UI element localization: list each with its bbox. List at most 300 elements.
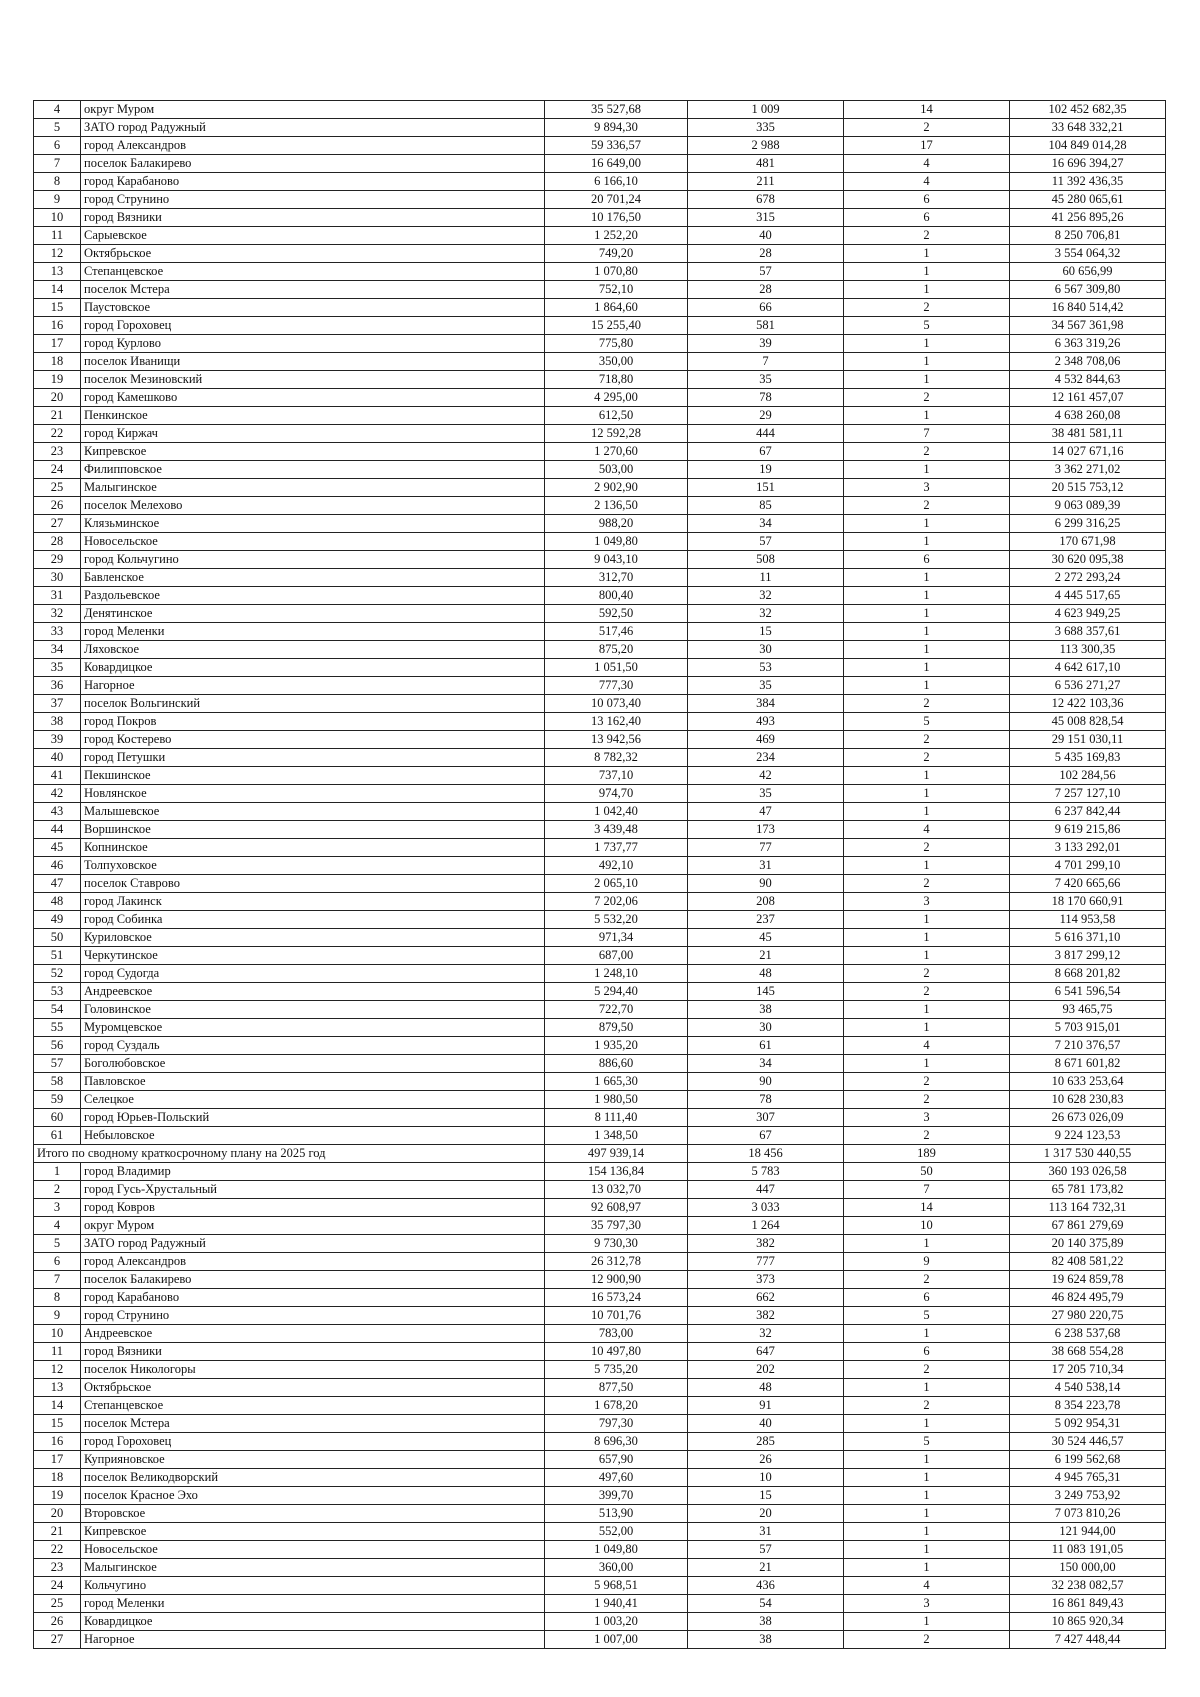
municipality-name-cell: город Гороховец — [81, 1433, 545, 1451]
total-cost-cell: 7 420 665,66 — [1010, 875, 1166, 893]
municipality-name-cell: город Вязники — [81, 1343, 545, 1361]
houses-count-cell: 2 — [844, 299, 1010, 317]
total-area-cell: 8 111,40 — [545, 1109, 688, 1127]
total-cost-cell: 3 554 064,32 — [1010, 245, 1166, 263]
total-cost-cell: 9 224 123,53 — [1010, 1127, 1166, 1145]
table-row — [34, 623, 1166, 641]
houses-count-cell: 1 — [844, 1469, 1010, 1487]
row-number-cell: 61 — [34, 1127, 81, 1145]
total-cost-cell: 6 363 319,26 — [1010, 335, 1166, 353]
table-row — [34, 1361, 1166, 1379]
municipality-name-cell: поселок Мелехово — [81, 497, 545, 515]
residents-count-cell: 28 — [688, 281, 844, 299]
total-cost-cell: 104 849 014,28 — [1010, 137, 1166, 155]
table-row — [34, 479, 1166, 497]
total-cost-cell: 30 620 095,38 — [1010, 551, 1166, 569]
table-row — [34, 929, 1166, 947]
houses-count-cell: 4 — [844, 173, 1010, 191]
table-row — [34, 1001, 1166, 1019]
municipality-name-cell: город Вязники — [81, 209, 545, 227]
row-number-cell: 9 — [34, 1307, 81, 1325]
total-row — [34, 1145, 1166, 1163]
total-area-cell: 312,70 — [545, 569, 688, 587]
municipality-name-cell: город Струнино — [81, 191, 545, 209]
row-number-cell: 11 — [34, 227, 81, 245]
total-cost-cell: 67 861 279,69 — [1010, 1217, 1166, 1235]
residents-count-cell: 32 — [688, 1325, 844, 1343]
total-area-cell: 612,50 — [545, 407, 688, 425]
municipality-name-cell: Денятинское — [81, 605, 545, 623]
table-row — [34, 1055, 1166, 1073]
total-area-cell: 775,80 — [545, 335, 688, 353]
total-area-cell: 1 737,77 — [545, 839, 688, 857]
total-area-cell: 5 294,40 — [545, 983, 688, 1001]
municipality-name-cell: поселок Иванищи — [81, 353, 545, 371]
row-number-cell: 19 — [34, 1487, 81, 1505]
municipality-name-cell: Сарыевское — [81, 227, 545, 245]
table-row — [34, 857, 1166, 875]
total-area-cell: 10 176,50 — [545, 209, 688, 227]
total-cost-cell: 5 092 954,31 — [1010, 1415, 1166, 1433]
total-cost-cell: 6 541 596,54 — [1010, 983, 1166, 1001]
residents-count-cell: 32 — [688, 587, 844, 605]
table-row — [34, 1037, 1166, 1055]
residents-count-cell: 45 — [688, 929, 844, 947]
total-cost-cell: 170 671,98 — [1010, 533, 1166, 551]
row-number-cell: 41 — [34, 767, 81, 785]
row-number-cell: 24 — [34, 1577, 81, 1595]
houses-count-cell: 17 — [844, 137, 1010, 155]
table-row — [34, 947, 1166, 965]
total-cost-cell: 5 616 371,10 — [1010, 929, 1166, 947]
total-cost-cell: 11 083 191,05 — [1010, 1541, 1166, 1559]
houses-count-cell: 50 — [844, 1163, 1010, 1181]
residents-count-cell: 39 — [688, 335, 844, 353]
total-cost-cell: 32 238 082,57 — [1010, 1577, 1166, 1595]
houses-count-cell: 2 — [844, 497, 1010, 515]
total-cost-cell: 113 164 732,31 — [1010, 1199, 1166, 1217]
houses-count-cell: 2 — [844, 1127, 1010, 1145]
houses-count-cell: 1 — [844, 857, 1010, 875]
municipality-name-cell: город Костерево — [81, 731, 545, 749]
residents-count-cell: 145 — [688, 983, 844, 1001]
total-residents-cell: 18 456 — [688, 1145, 844, 1163]
table-row — [34, 965, 1166, 983]
row-number-cell: 40 — [34, 749, 81, 767]
total-area-cell: 687,00 — [545, 947, 688, 965]
total-area-cell: 8 782,32 — [545, 749, 688, 767]
residents-count-cell: 382 — [688, 1235, 844, 1253]
residents-count-cell: 447 — [688, 1181, 844, 1199]
municipality-name-cell: Второвское — [81, 1505, 545, 1523]
row-number-cell: 36 — [34, 677, 81, 695]
houses-count-cell: 1 — [844, 407, 1010, 425]
row-number-cell: 58 — [34, 1073, 81, 1091]
houses-count-cell: 14 — [844, 1199, 1010, 1217]
table-row — [34, 101, 1166, 119]
houses-count-cell: 1 — [844, 461, 1010, 479]
total-area-cell: 2 902,90 — [545, 479, 688, 497]
table-row — [34, 1433, 1166, 1451]
table-row — [34, 227, 1166, 245]
municipality-name-cell: город Меленки — [81, 623, 545, 641]
row-number-cell: 39 — [34, 731, 81, 749]
row-number-cell: 2 — [34, 1181, 81, 1199]
total-cost-cell: 150 000,00 — [1010, 1559, 1166, 1577]
municipality-name-cell: Раздольевское — [81, 587, 545, 605]
table-row — [34, 569, 1166, 587]
houses-count-cell: 1 — [844, 911, 1010, 929]
table-row — [34, 731, 1166, 749]
total-area-cell: 59 336,57 — [545, 137, 688, 155]
houses-count-cell: 1 — [844, 1559, 1010, 1577]
residents-count-cell: 30 — [688, 1019, 844, 1037]
residents-count-cell: 66 — [688, 299, 844, 317]
row-number-cell: 18 — [34, 353, 81, 371]
total-cost-cell: 114 953,58 — [1010, 911, 1166, 929]
total-area-cell: 749,20 — [545, 245, 688, 263]
municipality-name-cell: Копнинское — [81, 839, 545, 857]
total-cost-cell: 9 063 089,39 — [1010, 497, 1166, 515]
houses-count-cell: 1 — [844, 1001, 1010, 1019]
row-number-cell: 25 — [34, 1595, 81, 1613]
table-row — [34, 155, 1166, 173]
total-area-cell: 517,46 — [545, 623, 688, 641]
total-cost-cell: 6 237 842,44 — [1010, 803, 1166, 821]
total-area-cell: 5 735,20 — [545, 1361, 688, 1379]
total-cost-cell: 4 638 260,08 — [1010, 407, 1166, 425]
houses-count-cell: 2 — [844, 1631, 1010, 1649]
table-row — [34, 1613, 1166, 1631]
total-area-cell: 737,10 — [545, 767, 688, 785]
total-area-cell: 1 348,50 — [545, 1127, 688, 1145]
residents-count-cell: 647 — [688, 1343, 844, 1361]
table-row — [34, 641, 1166, 659]
table-row — [34, 605, 1166, 623]
total-area-cell: 971,34 — [545, 929, 688, 947]
row-number-cell: 28 — [34, 533, 81, 551]
row-number-cell: 25 — [34, 479, 81, 497]
residents-count-cell: 493 — [688, 713, 844, 731]
houses-count-cell: 1 — [844, 281, 1010, 299]
total-area-cell: 12 900,90 — [545, 1271, 688, 1289]
houses-count-cell: 2 — [844, 695, 1010, 713]
row-number-cell: 52 — [34, 965, 81, 983]
municipality-name-cell: Новосельское — [81, 1541, 545, 1559]
residents-count-cell: 234 — [688, 749, 844, 767]
total-area-cell: 886,60 — [545, 1055, 688, 1073]
total-area-cell: 13 162,40 — [545, 713, 688, 731]
residents-count-cell: 315 — [688, 209, 844, 227]
municipality-name-cell: Ляховское — [81, 641, 545, 659]
total-cost-cell: 4 642 617,10 — [1010, 659, 1166, 677]
table-row — [34, 461, 1166, 479]
residents-count-cell: 48 — [688, 965, 844, 983]
total-cost-cell: 6 199 562,68 — [1010, 1451, 1166, 1469]
row-number-cell: 18 — [34, 1469, 81, 1487]
houses-count-cell: 3 — [844, 479, 1010, 497]
houses-count-cell: 1 — [844, 245, 1010, 263]
residents-count-cell: 35 — [688, 677, 844, 695]
table-row — [34, 1253, 1166, 1271]
table-row — [34, 677, 1166, 695]
total-area-cell: 5 968,51 — [545, 1577, 688, 1595]
houses-count-cell: 6 — [844, 1343, 1010, 1361]
municipality-name-cell: Боголюбовское — [81, 1055, 545, 1073]
total-cost-cell: 33 648 332,21 — [1010, 119, 1166, 137]
municipality-name-cell: город Карабаново — [81, 173, 545, 191]
municipality-name-cell: Октябрьское — [81, 245, 545, 263]
municipality-name-cell: город Лакинск — [81, 893, 545, 911]
residents-count-cell: 67 — [688, 443, 844, 461]
municipality-name-cell: Ковардицкое — [81, 659, 545, 677]
houses-count-cell: 1 — [844, 1613, 1010, 1631]
municipality-name-cell: поселок Мстера — [81, 1415, 545, 1433]
total-cost-cell: 3 133 292,01 — [1010, 839, 1166, 857]
row-number-cell: 24 — [34, 461, 81, 479]
municipality-name-cell: Селецкое — [81, 1091, 545, 1109]
total-cost-cell: 4 945 765,31 — [1010, 1469, 1166, 1487]
municipality-name-cell: город Ковров — [81, 1199, 545, 1217]
total-area-cell: 4 295,00 — [545, 389, 688, 407]
row-number-cell: 21 — [34, 1523, 81, 1541]
residents-count-cell: 78 — [688, 1091, 844, 1109]
total-area-cell: 92 608,97 — [545, 1199, 688, 1217]
total-cost-cell: 65 781 173,82 — [1010, 1181, 1166, 1199]
houses-count-cell: 1 — [844, 767, 1010, 785]
residents-count-cell: 31 — [688, 1523, 844, 1541]
total-area-cell: 1 864,60 — [545, 299, 688, 317]
houses-count-cell: 1 — [844, 1325, 1010, 1343]
row-number-cell: 13 — [34, 263, 81, 281]
municipality-name-cell: город Покров — [81, 713, 545, 731]
row-number-cell: 46 — [34, 857, 81, 875]
houses-count-cell: 5 — [844, 1433, 1010, 1451]
row-number-cell: 49 — [34, 911, 81, 929]
total-cost-cell: 45 008 828,54 — [1010, 713, 1166, 731]
houses-count-cell: 1 — [844, 569, 1010, 587]
row-number-cell: 16 — [34, 317, 81, 335]
municipality-name-cell: город Киржач — [81, 425, 545, 443]
row-number-cell: 10 — [34, 209, 81, 227]
municipality-name-cell: город Судогда — [81, 965, 545, 983]
total-area-cell: 1 070,80 — [545, 263, 688, 281]
residents-count-cell: 42 — [688, 767, 844, 785]
table-row — [34, 137, 1166, 155]
municipality-name-cell: Андреевское — [81, 1325, 545, 1343]
row-number-cell: 57 — [34, 1055, 81, 1073]
houses-count-cell: 1 — [844, 803, 1010, 821]
table-row — [34, 1631, 1166, 1649]
row-number-cell: 37 — [34, 695, 81, 713]
table-row — [34, 425, 1166, 443]
total-area-cell: 797,30 — [545, 1415, 688, 1433]
total-area-cell: 875,20 — [545, 641, 688, 659]
total-cost-cell: 20 140 375,89 — [1010, 1235, 1166, 1253]
total-area-cell: 974,70 — [545, 785, 688, 803]
total-area-cell: 1 003,20 — [545, 1613, 688, 1631]
row-number-cell: 5 — [34, 119, 81, 137]
row-number-cell: 16 — [34, 1433, 81, 1451]
municipality-name-cell: Кипревское — [81, 443, 545, 461]
residents-count-cell: 26 — [688, 1451, 844, 1469]
total-cost-cell: 5 435 169,83 — [1010, 749, 1166, 767]
total-area-cell: 360,00 — [545, 1559, 688, 1577]
total-area-cell: 13 942,56 — [545, 731, 688, 749]
table-row — [34, 119, 1166, 137]
total-cost-cell: 4 701 299,10 — [1010, 857, 1166, 875]
table-row — [34, 335, 1166, 353]
table-row — [34, 1505, 1166, 1523]
row-number-cell: 54 — [34, 1001, 81, 1019]
row-number-cell: 10 — [34, 1325, 81, 1343]
residents-count-cell: 40 — [688, 227, 844, 245]
total-area-cell: 497,60 — [545, 1469, 688, 1487]
total-area-cell: 350,00 — [545, 353, 688, 371]
total-area-cell: 35 797,30 — [545, 1217, 688, 1235]
total-area-cell: 718,80 — [545, 371, 688, 389]
total-area-cell: 1 252,20 — [545, 227, 688, 245]
houses-count-cell: 6 — [844, 551, 1010, 569]
houses-count-cell: 1 — [844, 1235, 1010, 1253]
residents-count-cell: 30 — [688, 641, 844, 659]
houses-count-cell: 2 — [844, 1091, 1010, 1109]
table-row — [34, 443, 1166, 461]
total-area-cell: 8 696,30 — [545, 1433, 688, 1451]
table-row — [34, 1397, 1166, 1415]
row-number-cell: 22 — [34, 1541, 81, 1559]
municipality-name-cell: Степанцевское — [81, 1397, 545, 1415]
residents-count-cell: 5 783 — [688, 1163, 844, 1181]
residents-count-cell: 54 — [688, 1595, 844, 1613]
table-row — [34, 695, 1166, 713]
table-row — [34, 299, 1166, 317]
residents-count-cell: 481 — [688, 155, 844, 173]
total-area-cell: 497 939,14 — [545, 1145, 688, 1163]
residents-count-cell: 335 — [688, 119, 844, 137]
row-number-cell: 9 — [34, 191, 81, 209]
table-row — [34, 1469, 1166, 1487]
municipality-name-cell: поселок Мезиновский — [81, 371, 545, 389]
residents-count-cell: 237 — [688, 911, 844, 929]
municipality-name-cell: Малышевское — [81, 803, 545, 821]
table-row — [34, 1415, 1166, 1433]
total-cost-cell: 7 210 376,57 — [1010, 1037, 1166, 1055]
residents-count-cell: 285 — [688, 1433, 844, 1451]
row-number-cell: 4 — [34, 101, 81, 119]
total-area-cell: 1 051,50 — [545, 659, 688, 677]
table-row — [34, 1451, 1166, 1469]
row-number-cell: 27 — [34, 1631, 81, 1649]
row-number-cell: 26 — [34, 1613, 81, 1631]
total-area-cell: 513,90 — [545, 1505, 688, 1523]
residents-count-cell: 35 — [688, 371, 844, 389]
total-cost-cell: 3 817 299,12 — [1010, 947, 1166, 965]
total-area-cell: 3 439,48 — [545, 821, 688, 839]
total-area-cell: 1 940,41 — [545, 1595, 688, 1613]
total-cost-cell: 34 567 361,98 — [1010, 317, 1166, 335]
houses-count-cell: 5 — [844, 1307, 1010, 1325]
residents-count-cell: 35 — [688, 785, 844, 803]
row-number-cell: 34 — [34, 641, 81, 659]
row-number-cell: 26 — [34, 497, 81, 515]
total-cost-cell: 10 865 920,34 — [1010, 1613, 1166, 1631]
total-cost-cell: 102 452 682,35 — [1010, 101, 1166, 119]
row-number-cell: 14 — [34, 281, 81, 299]
table-row — [34, 1163, 1166, 1181]
table-row — [34, 1181, 1166, 1199]
table-row — [34, 1343, 1166, 1361]
table-row — [34, 1595, 1166, 1613]
table-row — [34, 587, 1166, 605]
residents-count-cell: 373 — [688, 1271, 844, 1289]
table-row — [34, 245, 1166, 263]
residents-count-cell: 57 — [688, 1541, 844, 1559]
municipality-name-cell: город Собинка — [81, 911, 545, 929]
houses-count-cell: 1 — [844, 371, 1010, 389]
row-number-cell: 15 — [34, 1415, 81, 1433]
municipality-name-cell: поселок Никологоры — [81, 1361, 545, 1379]
total-area-cell: 1 049,80 — [545, 533, 688, 551]
total-cost-cell: 20 515 753,12 — [1010, 479, 1166, 497]
table-row — [34, 353, 1166, 371]
residents-count-cell: 444 — [688, 425, 844, 443]
row-number-cell: 22 — [34, 425, 81, 443]
total-area-cell: 722,70 — [545, 1001, 688, 1019]
total-area-cell: 9 894,30 — [545, 119, 688, 137]
row-number-cell: 29 — [34, 551, 81, 569]
row-number-cell: 60 — [34, 1109, 81, 1127]
table-row — [34, 1127, 1166, 1145]
houses-count-cell: 1 — [844, 263, 1010, 281]
municipality-name-cell: город Александров — [81, 137, 545, 155]
residents-count-cell: 307 — [688, 1109, 844, 1127]
residents-count-cell: 1 264 — [688, 1217, 844, 1235]
houses-count-cell: 4 — [844, 155, 1010, 173]
houses-count-cell: 2 — [844, 965, 1010, 983]
table-row — [34, 1271, 1166, 1289]
row-number-cell: 51 — [34, 947, 81, 965]
residents-count-cell: 77 — [688, 839, 844, 857]
municipality-name-cell: Воршинское — [81, 821, 545, 839]
residents-count-cell: 67 — [688, 1127, 844, 1145]
row-number-cell: 20 — [34, 389, 81, 407]
total-area-cell: 592,50 — [545, 605, 688, 623]
houses-count-cell: 9 — [844, 1253, 1010, 1271]
houses-count-cell: 1 — [844, 335, 1010, 353]
total-area-cell: 10 073,40 — [545, 695, 688, 713]
municipality-name-cell: Малыгинское — [81, 479, 545, 497]
table-row — [34, 1307, 1166, 1325]
residents-count-cell: 21 — [688, 947, 844, 965]
table-row — [34, 749, 1166, 767]
row-number-cell: 59 — [34, 1091, 81, 1109]
residents-count-cell: 581 — [688, 317, 844, 335]
municipality-name-cell: Паустовское — [81, 299, 545, 317]
residents-count-cell: 10 — [688, 1469, 844, 1487]
residents-count-cell: 53 — [688, 659, 844, 677]
table-row — [34, 767, 1166, 785]
houses-count-cell: 2 — [844, 731, 1010, 749]
total-cost-cell: 19 624 859,78 — [1010, 1271, 1166, 1289]
total-area-cell: 1 935,20 — [545, 1037, 688, 1055]
row-number-cell: 47 — [34, 875, 81, 893]
total-cost-cell: 7 073 810,26 — [1010, 1505, 1166, 1523]
municipality-name-cell: округ Муром — [81, 1217, 545, 1235]
municipality-name-cell: город Гусь-Хрустальный — [81, 1181, 545, 1199]
total-cost-cell: 16 840 514,42 — [1010, 299, 1166, 317]
row-number-cell: 17 — [34, 335, 81, 353]
